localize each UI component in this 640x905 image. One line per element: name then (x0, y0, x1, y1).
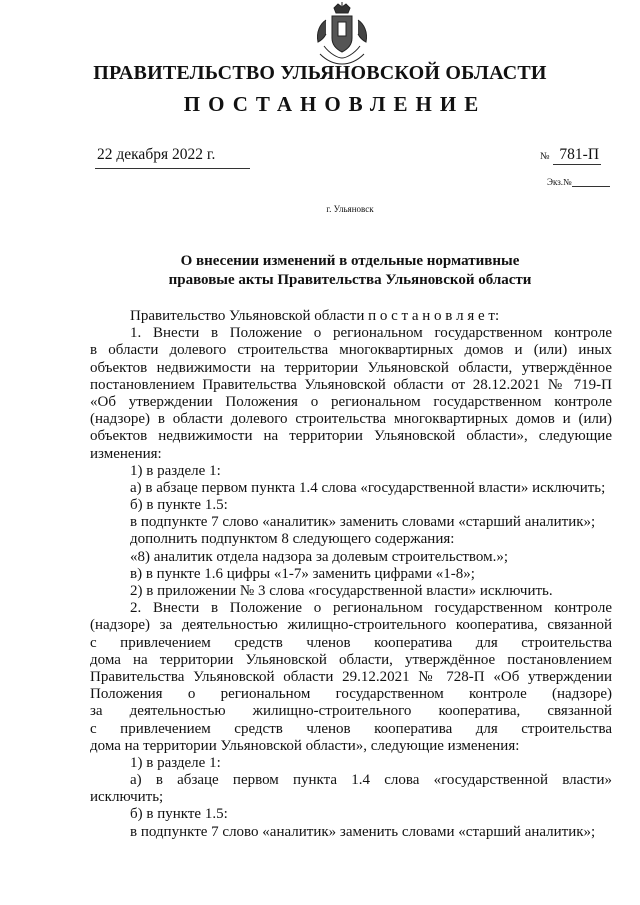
body-line: объектов недвижимости на территории Ульяновской области», следующие (90, 428, 612, 445)
body-line: Положения о региональном государственном контроле (надзоре) (90, 686, 612, 703)
body-line: 1. Внести в Положение о региональном государственном контроле (130, 325, 612, 342)
body-line: дома на территории Ульяновской области, утверждённое постановлением (90, 651, 612, 668)
body-line: с привлечением средств членов кооператива для строительства (90, 720, 612, 737)
government-name: ПРАВИТЕЛЬСТВО УЛЬЯНОВСКОЙ ОБЛАСТИ (93, 62, 547, 84)
document-type: ПОСТАНОВЛЕНИЕ (183, 92, 487, 116)
body-line: постановлением Правительства Ульяновской области от 28.12.2021 № 719-П (90, 376, 612, 393)
body-line: (надзоре) в области долевого строительства многоквартирных домов и (или) (90, 411, 612, 428)
body-line: дома на территории Ульяновской области», следующие изменения: (90, 737, 520, 754)
number-sign: № (540, 151, 550, 162)
document-date: 22 декабря 2022 г. (97, 146, 216, 163)
body-line: Правительство Ульяновской области п о с т а н о в л я е т: (130, 308, 500, 324)
body-line: б) в пункте 1.5: (130, 497, 228, 514)
document-title (150, 252, 550, 290)
body-line: дополнить подпунктом 8 следующего содержания: (130, 531, 455, 548)
title-line: правовые акты Правительства Ульяновской области (168, 272, 532, 288)
body-line: 1) в разделе 1: (130, 462, 221, 479)
copy-label: Экз.№ (547, 177, 572, 187)
body-line: в) в пункте 1.6 цифры «1-7» заменить цифрами «1-8»; (130, 565, 475, 582)
body-line: 1) в разделе 1: (130, 754, 221, 771)
copy-line (572, 186, 610, 187)
body-line: 2) в приложении № 3 слова «государственной власти» исключить. (130, 583, 553, 599)
body-line: а) в абзаце первом пункта 1.4 слова «государственной власти» исключить; (130, 479, 606, 496)
number-value: 781-П (553, 146, 601, 165)
date-underline (95, 168, 250, 169)
body-line: в подпункте 7 слово «аналитик» заменить словами «старший аналитик»; (130, 514, 596, 531)
body-line: в подпункте 7 слово «аналитик» заменить словами «старший аналитик»; (130, 823, 596, 840)
body-line: а) в абзаце первом пункта 1.4 слова «государственной власти» (130, 772, 612, 789)
title-line: О внесении изменений в отдельные нормативные (180, 253, 520, 269)
body-line: в области долевого строительства многоквартирных домов и (или) иных (90, 342, 612, 359)
document-number (540, 146, 601, 165)
body-line: за деятельностью жилищно-строительного кооператива, связанной (90, 703, 612, 720)
body-line: «Об утверждении Положения о региональном государственном контроле (90, 393, 612, 410)
body-line: исключить; (90, 789, 164, 806)
document-body (90, 308, 612, 841)
body-line: с привлечением средств членов кооператива для строительства (90, 634, 612, 651)
body-line: б) в пункте 1.5: (130, 806, 228, 823)
body-line: объектов недвижимости на территории Ульяновской области, утверждённое (90, 359, 612, 376)
city: г. Ульяновск (326, 204, 374, 214)
coat-of-arms-emblem (312, 2, 372, 66)
body-line: Правительства Ульяновской области 29.12.2021 № 728-П «Об утверждении (90, 668, 612, 685)
body-line: изменения: (90, 445, 162, 462)
body-line: «8) аналитик отдела надзора за долевым строительством.»; (130, 548, 509, 565)
body-line: (надзоре) за деятельностью жилищно-строительного кооператива, связанной (90, 617, 612, 634)
body-line: 2. Внести в Положение о региональном государственном контроле (130, 600, 612, 617)
copy-number (547, 177, 610, 187)
